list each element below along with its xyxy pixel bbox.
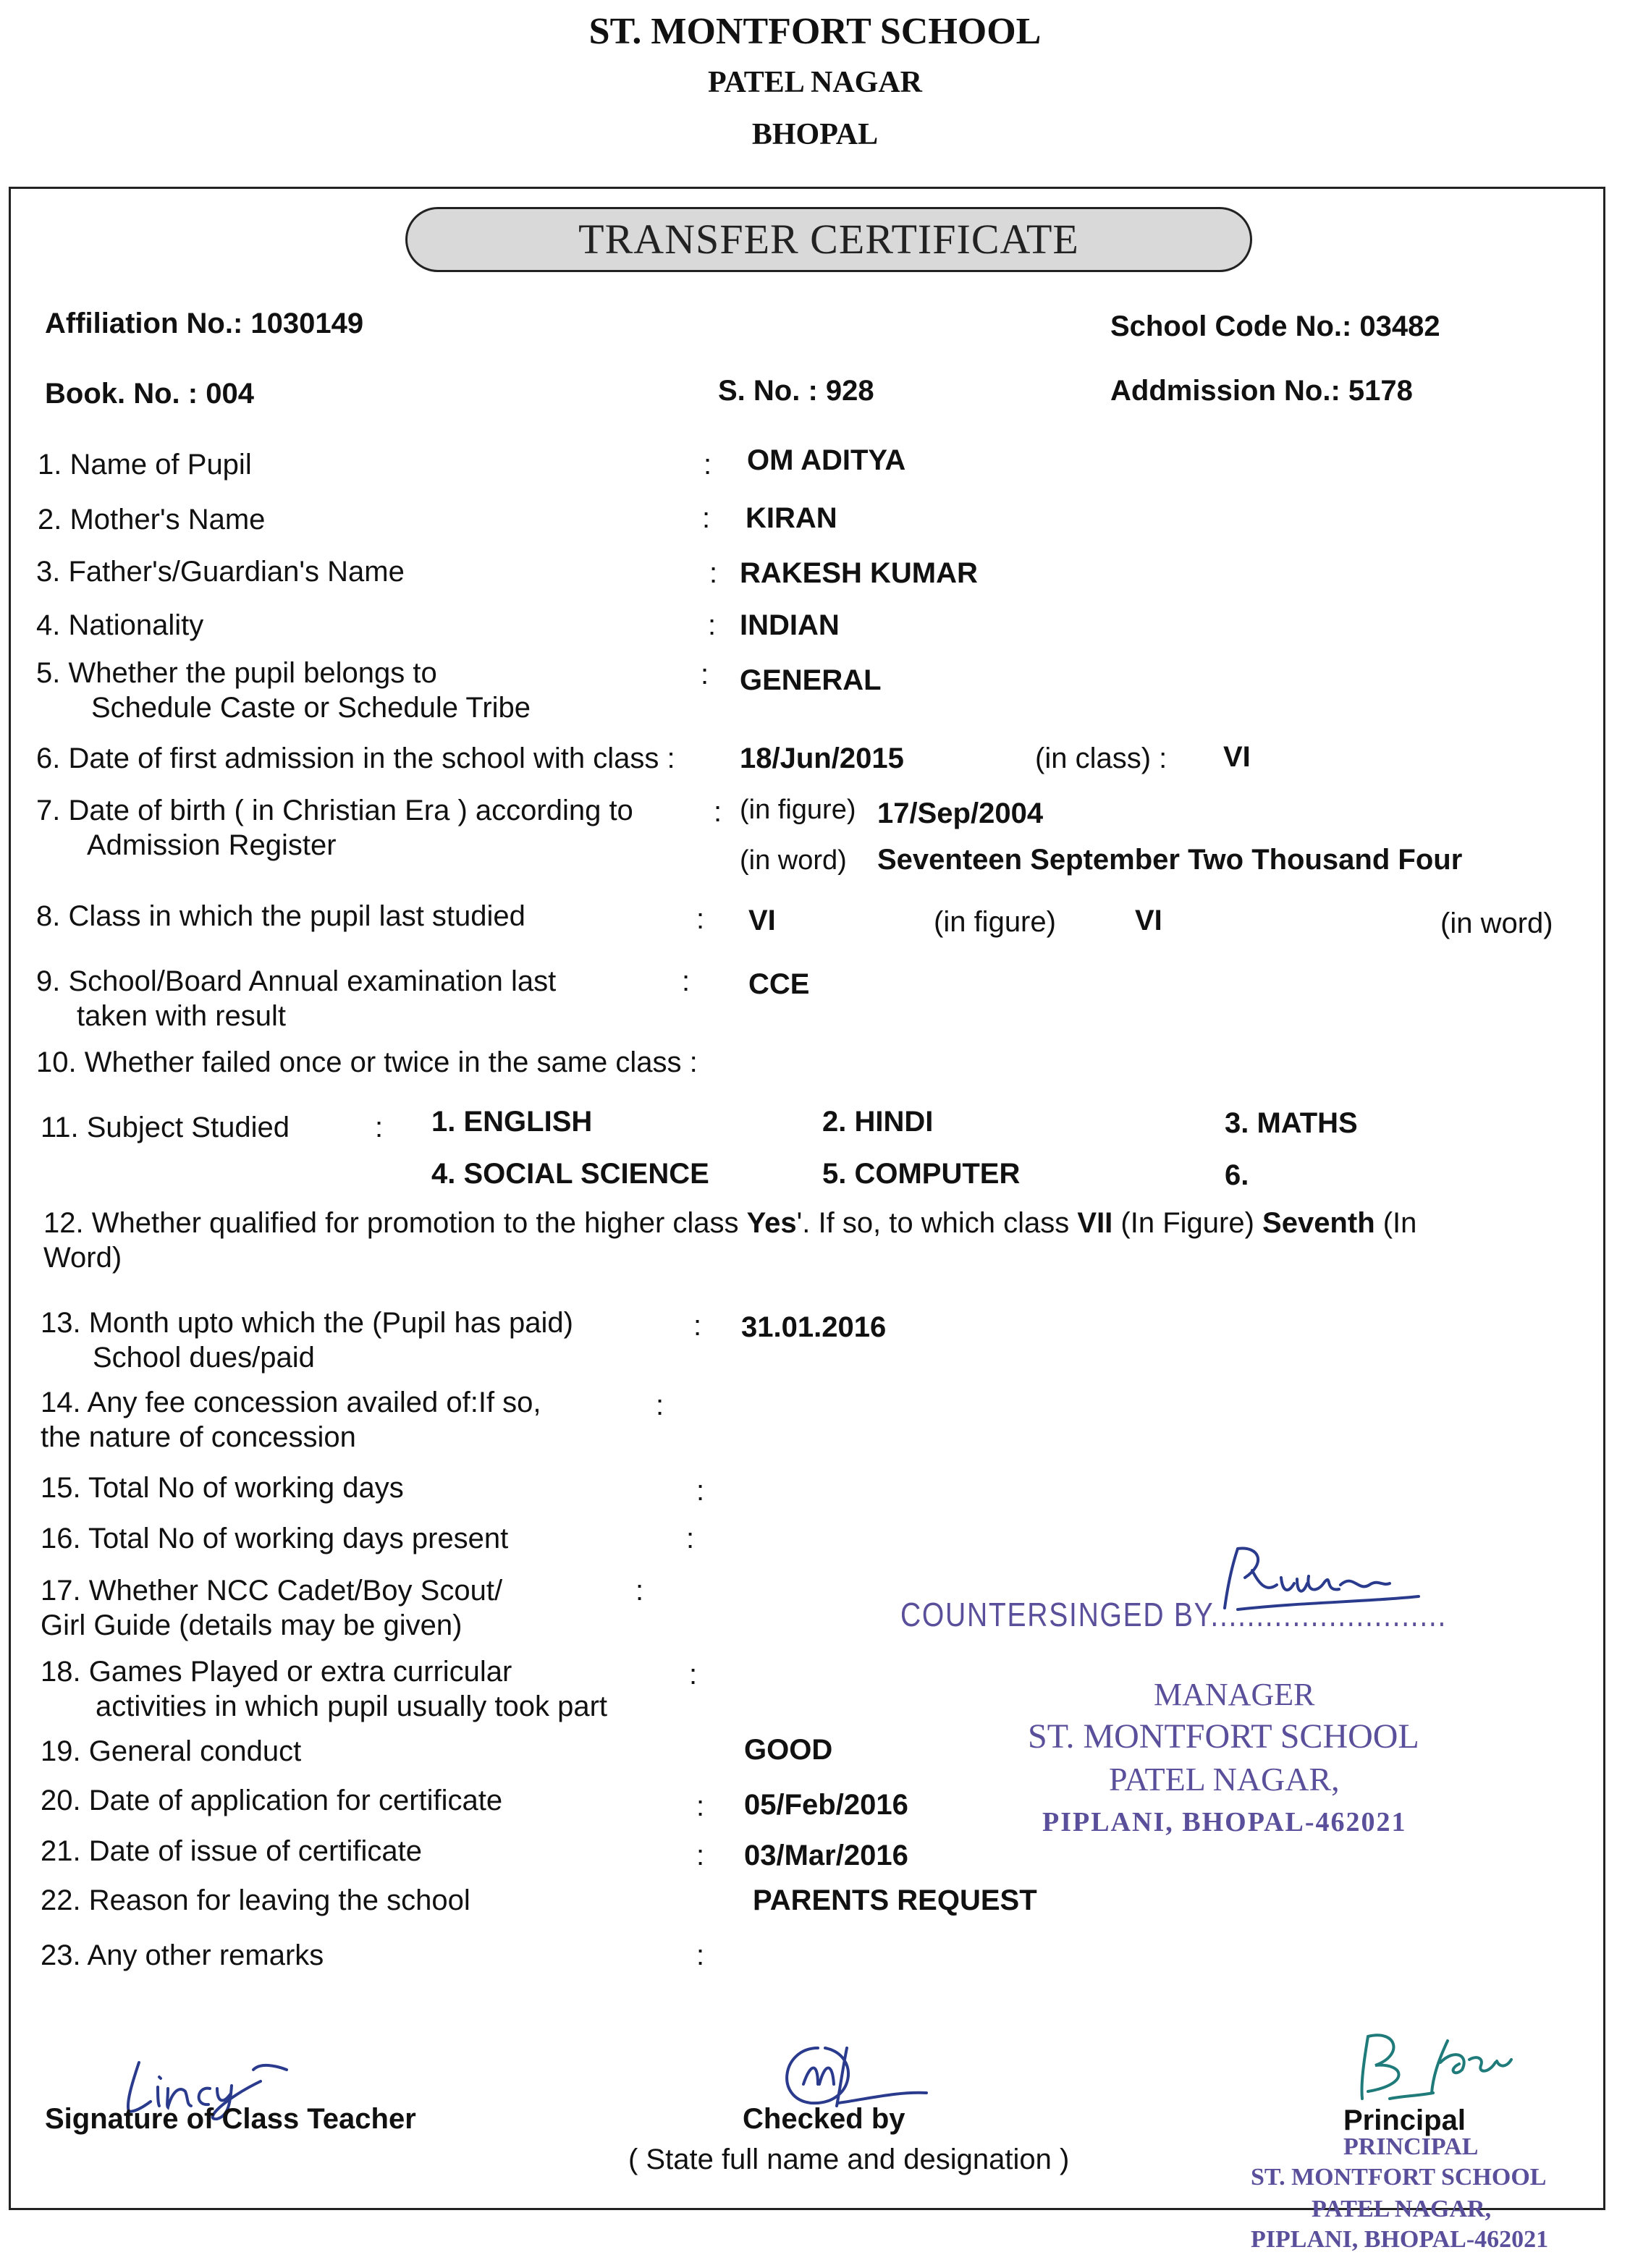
serial-number: S. No. : 928	[718, 375, 874, 407]
item-22-label: 22. Reason for leaving the school	[41, 1884, 470, 1916]
item-12-line-1: 12. Whether qualified for promotion to the higher class Yes'. If so, to which class VII (In Figure) Seventh (In	[43, 1207, 1417, 1239]
subject-1: 1. ENGLISH	[431, 1106, 593, 1138]
book-number: Book. No. : 004	[45, 378, 254, 410]
item-11-colon: :	[375, 1112, 384, 1143]
item-13-colon: :	[693, 1310, 702, 1342]
item-14-label: 14. Any fee concession availed of:If so,	[41, 1387, 541, 1418]
manager-stamp-line-2: ST. MONTFORT SCHOOL	[1028, 1717, 1419, 1756]
principal-signature	[1346, 2026, 1513, 2106]
item-23-label: 23. Any other remarks	[41, 1939, 324, 1971]
pupil-name-value: OM ADITYA	[747, 444, 906, 476]
item-3-colon: :	[709, 557, 718, 589]
subject-2: 2. HINDI	[822, 1106, 934, 1138]
caste-category-value: GENERAL	[740, 664, 882, 696]
item-6-label: 6. Date of first admission in the school with class :	[36, 742, 675, 774]
item-15-label: 15. Total No of working days	[41, 1472, 404, 1504]
item-17-colon: :	[635, 1575, 644, 1607]
manager-signature	[1216, 1541, 1426, 1614]
item-8-label: 8. Class in which the pupil last studied	[36, 900, 525, 932]
leaving-reason-value: PARENTS REQUEST	[753, 1884, 1037, 1916]
subject-6: 6.	[1225, 1159, 1249, 1191]
checked-by-note: ( State full name and designation )	[628, 2144, 1070, 2175]
in-class-label: (in class) :	[1035, 742, 1167, 774]
item-7-label: 7. Date of birth ( in Christian Era ) according to	[36, 795, 633, 826]
item-7-label-2: Admission Register	[87, 829, 337, 861]
item-13-label: 13. Month upto which the (Pupil has paid)	[41, 1307, 573, 1339]
subject-3: 3. MATHS	[1225, 1107, 1358, 1139]
item-15-colon: :	[696, 1475, 705, 1507]
item-14-label-2: the nature of concession	[41, 1421, 356, 1453]
item-7-colon: :	[714, 796, 722, 828]
item-18-label-2: activities in which pupil usually took part	[96, 1691, 608, 1722]
item-5-label-2: Schedule Caste or Schedule Tribe	[91, 692, 531, 724]
admission-number: Addmission No.: 5178	[1110, 375, 1413, 407]
checked-by-label: Checked by	[743, 2103, 905, 2135]
manager-stamp-line-4: PIPLANI, BHOPAL-462021	[1042, 1807, 1407, 1837]
admission-class-value: VI	[1223, 741, 1251, 773]
last-class-figure-label: (in figure)	[934, 906, 1056, 938]
dob-word-value: Seventeen September Two Thousand Four	[877, 844, 1463, 876]
item-9-colon: :	[682, 965, 691, 997]
item-9-label-2: taken with result	[77, 1000, 287, 1032]
last-class-word-label: (in word)	[1440, 907, 1553, 939]
subject-5: 5. COMPUTER	[822, 1158, 1021, 1190]
item-21-colon: :	[696, 1840, 705, 1871]
item-17-label-2: Girl Guide (details may be given)	[41, 1609, 463, 1641]
item-4-label: 4. Nationality	[36, 609, 204, 641]
item-20-label: 20. Date of application for certificate	[41, 1785, 503, 1816]
manager-stamp-line-3: PATEL NAGAR,	[1109, 1761, 1340, 1798]
principal-label: Principal	[1343, 2104, 1466, 2136]
affiliation-number: Affiliation No.: 1030149	[45, 308, 364, 339]
first-admission-date-value: 18/Jun/2015	[740, 742, 904, 774]
mother-name-value: KIRAN	[746, 502, 837, 534]
item-20-colon: :	[696, 1790, 705, 1822]
countersigned-stamp: COUNTERSINGED BY..........................	[900, 1596, 1448, 1633]
item-8-colon: :	[696, 903, 705, 935]
item-10-label: 10. Whether failed once or twice in the same class :	[36, 1046, 698, 1078]
dob-figure-label: (in figure)	[740, 795, 856, 825]
principal-stamp-line-2: ST. MONTFORT SCHOOL	[1251, 2164, 1547, 2191]
item-11-label: 11. Subject Studied	[41, 1112, 290, 1143]
item-9-label: 9. School/Board Annual examination last	[36, 965, 557, 997]
dob-figure-value: 17/Sep/2004	[877, 797, 1044, 829]
application-date-value: 05/Feb/2016	[744, 1789, 908, 1821]
item-16-colon: :	[686, 1523, 695, 1554]
item-17-label: 17. Whether NCC Cadet/Boy Scout/	[41, 1575, 503, 1607]
item-3-label: 3. Father's/Guardian's Name	[36, 556, 405, 588]
principal-stamp-line-4: PIPLANI, BHOPAL-462021	[1251, 2226, 1549, 2253]
item-23-colon: :	[696, 1939, 705, 1971]
item-18-label: 18. Games Played or extra curricular	[41, 1656, 512, 1688]
principal-stamp-line-1: PRINCIPAL	[1343, 2133, 1479, 2160]
exam-result-value: CCE	[748, 968, 810, 1000]
item-4-colon: :	[708, 609, 717, 641]
school-city: BHOPAL	[751, 118, 879, 151]
school-code-number: School Code No.: 03482	[1110, 310, 1440, 342]
item-1-colon: :	[704, 449, 712, 481]
item-5-colon: :	[701, 659, 709, 690]
conduct-value: GOOD	[744, 1734, 833, 1766]
item-2-colon: :	[702, 502, 711, 534]
school-name: ST. MONTFORT SCHOOL	[588, 11, 1042, 52]
father-name-value: RAKESH KUMAR	[740, 557, 978, 589]
item-12-line-2: Word)	[43, 1242, 122, 1274]
issue-date-value: 03/Mar/2016	[744, 1840, 908, 1871]
manager-stamp-line-1: MANAGER	[1154, 1677, 1315, 1712]
dues-paid-value: 31.01.2016	[741, 1311, 887, 1343]
item-13-label-2: School dues/paid	[93, 1342, 315, 1374]
last-class-word-value: VI	[1135, 905, 1162, 936]
school-area: PATEL NAGAR	[708, 66, 922, 99]
nationality-value: INDIAN	[740, 609, 840, 641]
item-21-label: 21. Date of issue of certificate	[41, 1835, 422, 1867]
item-14-colon: :	[656, 1389, 664, 1421]
item-5-label: 5. Whether the pupil belongs to	[36, 657, 437, 689]
dob-word-label: (in word)	[740, 845, 847, 876]
item-2-label: 2. Mother's Name	[38, 504, 266, 536]
item-1-label: 1. Name of Pupil	[38, 449, 252, 481]
item-19-label: 19. General conduct	[41, 1735, 302, 1767]
principal-stamp-line-3: PATEL NAGAR,	[1312, 2196, 1492, 2222]
last-class-figure-value: VI	[748, 905, 776, 936]
item-18-colon: :	[689, 1659, 698, 1691]
subject-4: 4. SOCIAL SCIENCE	[431, 1158, 709, 1190]
item-16-label: 16. Total No of working days present	[41, 1523, 509, 1554]
class-teacher-signature-label: Signature of Class Teacher	[45, 2103, 416, 2135]
certificate-title: TRANSFER CERTIFICATE	[405, 207, 1252, 272]
